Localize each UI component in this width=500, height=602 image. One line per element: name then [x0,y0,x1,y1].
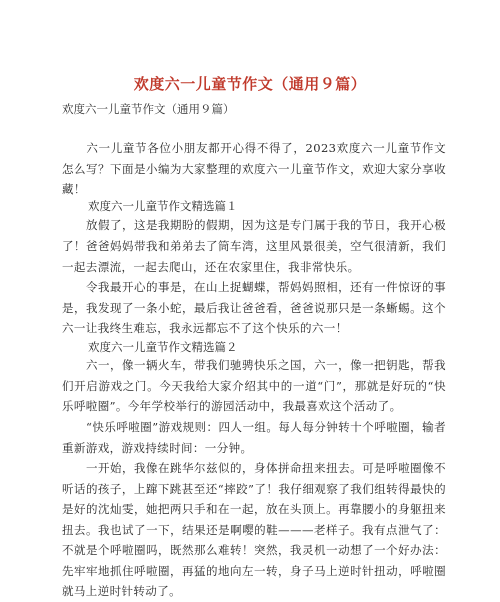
document-subtitle: 欢度六一儿童节作文（通用９篇） [62,102,235,116]
paragraph-1: 放假了，这是我期盼的假期，因为这是专门属于我的节日，我开心极了！ [62,218,446,253]
paragraph-5: “快乐呼啦圈”游戏规则：四人一组。每人每分钟转十个呼啦圈，输者重新游戏，游戏持续时间：一分钟。 [62,420,446,455]
paragraph-2: 爸爸妈妈带我和弟弟去了筒车湾，这里风景很美，空气很清新，我们一起去漂流，一起去爬山，还在农家里住，我非常快乐。 [62,239,446,274]
paragraph-4: 六一，像一辆火车，带我们驰骋快乐之国，六一，像一把钥匙，帮我们开启游戏之门。今天我给大家介绍其中的一道“门”，那就是好玩的“快乐呼啦圈”。今年学校举行的游园活动中，我最喜欢这个活动了。 [62,358,446,413]
section-heading-1: 欢度六一儿童节作文精选篇１ [88,199,238,213]
document-title: 欢度六一儿童节作文（通用９篇） [133,75,367,93]
paragraph-6: 一开始，我像在跳华尔兹似的，身体拼命扭来扭去。可是呼啦圈像不听话的孩子，上蹿下跳甚至还“摔跤”了！我仔细观察了我们组转得最快的是好的沈灿雯，她把两只手和在一起，放在头顶上。再靠腰小的身躯扭来扭去。我也试了一下，结果还是啊嘤的鞋———老样子。我有点泄气了：不就是个呼啦圈吗，既然那么难转！突然，我灵机一动想了一个好办法：先牢牢地抓住呼啦圈，再猛的地向左一转，身子马上逆时针扭动，呼啦圈就马上逆时针转动了。 [62,461,446,598]
section-heading-2: 欢度六一儿童节作文精选篇２ [88,340,238,354]
paragraph-3: 令我最开心的事是，在山上捉蝴蝶，帮妈妈照相，还有一件惊讶的事是，我发现了一条小蛇，最后我让爸爸看，爸爸说那只是一条蜥蜴。这个六一让我终生难忘，我永远都忘不了这个快乐的六一！ [62,280,446,335]
intro-paragraph: 六一儿童节各位小朋友都开心得不得了，2023欢度六一儿童节作文怎么写？下面是小编为大家整理的欢度六一儿童节作文，欢迎大家分享收藏！ [62,141,446,196]
